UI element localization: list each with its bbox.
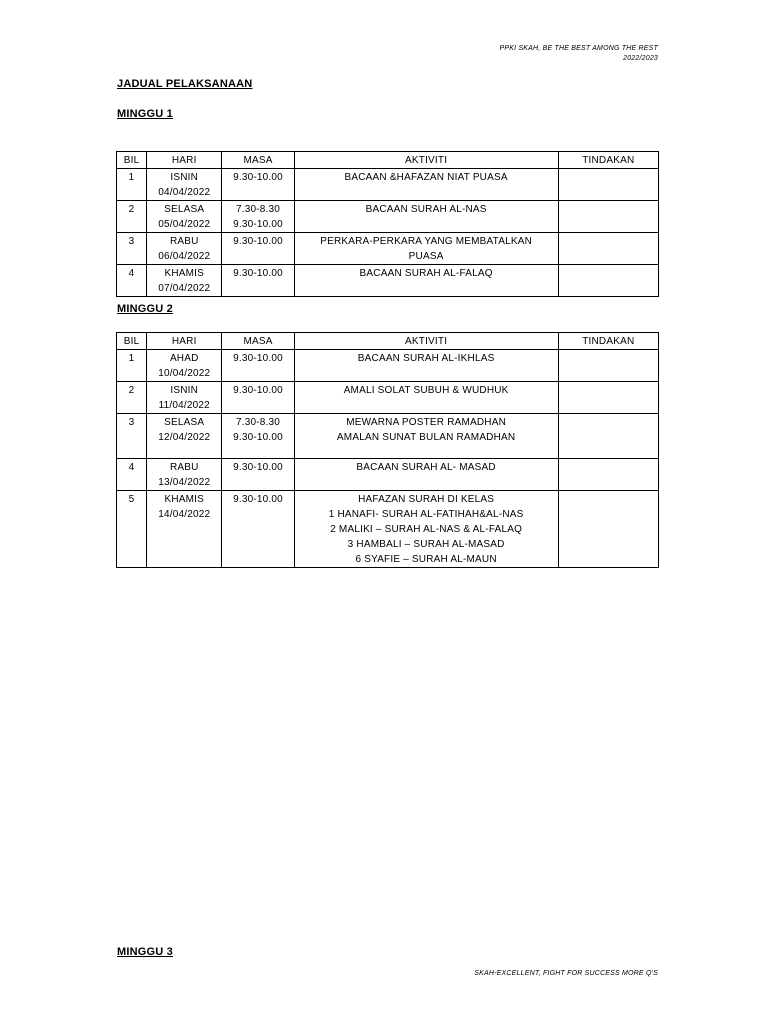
table-row	[117, 491, 659, 568]
table-row	[117, 459, 659, 491]
cell-aktiviti	[294, 350, 558, 382]
hari-line: 10/04/2022	[158, 368, 211, 379]
cell-aktiviti	[294, 233, 558, 265]
column-header-aktiviti: AKTIVITI	[294, 333, 558, 350]
cell-hari	[147, 350, 222, 382]
cell-hari	[147, 382, 222, 414]
week-3-heading: MINGGU 3	[117, 946, 173, 958]
cell-tindakan	[558, 491, 658, 568]
cell-hari	[147, 201, 222, 233]
hari-line: 04/04/2022	[158, 187, 211, 198]
cell-bil: 3	[117, 233, 147, 265]
table-row	[117, 233, 659, 265]
aktiviti-line: 1 HANAFI- SURAH AL-FATIHAH&AL-NAS	[328, 509, 524, 520]
masa-line: 9.30-10.00	[233, 494, 283, 505]
hari-line: KHAMIS	[164, 494, 205, 505]
week-1-heading: MINGGU 1	[117, 108, 173, 120]
column-header-masa: MASA	[222, 333, 294, 350]
cell-tindakan	[558, 350, 658, 382]
cell-masa	[222, 233, 294, 265]
cell-masa	[222, 414, 294, 459]
masa-line: 9.30-10.00	[233, 268, 283, 279]
cell-bil: 1	[117, 350, 147, 382]
cell-masa	[222, 382, 294, 414]
cell-aktiviti	[294, 414, 558, 459]
cell-bil: 2	[117, 382, 147, 414]
aktiviti-line: PERKARA-PERKARA YANG MEMBATALKAN	[320, 236, 533, 247]
aktiviti-line: BACAAN SURAH AL-IKHLAS	[357, 353, 495, 364]
column-header-masa: MASA	[222, 152, 294, 169]
cell-tindakan	[558, 169, 658, 201]
cell-hari	[147, 414, 222, 459]
table-row	[117, 201, 659, 233]
cell-aktiviti	[294, 491, 558, 568]
table-row	[117, 414, 659, 459]
aktiviti-line: BACAAN &HAFAZAN NIAT PUASA	[344, 172, 508, 183]
hari-line: 07/04/2022	[158, 283, 211, 294]
week-2-body	[117, 350, 659, 568]
page-header-motto	[500, 44, 658, 64]
table-header-row	[117, 152, 659, 169]
hari-line: 05/04/2022	[158, 219, 211, 230]
masa-line: 9.30-10.00	[233, 432, 283, 443]
cell-masa	[222, 459, 294, 491]
hari-line: AHAD	[169, 353, 199, 364]
hari-line: ISNIN	[170, 172, 199, 183]
cell-hari	[147, 169, 222, 201]
hari-line: KHAMIS	[164, 268, 205, 279]
table-header-row	[117, 333, 659, 350]
cell-tindakan	[558, 414, 658, 459]
masa-line: 9.30-10.00	[233, 172, 283, 183]
hari-line: ISNIN	[170, 385, 199, 396]
column-header-bil: BIL	[117, 333, 147, 350]
cell-aktiviti	[294, 459, 558, 491]
cell-tindakan	[558, 265, 658, 297]
aktiviti-line: 6 SYAFIE – SURAH AL-MAUN	[355, 554, 497, 565]
column-header-tindakan: TINDAKAN	[558, 333, 658, 350]
cell-aktiviti	[294, 265, 558, 297]
cell-bil: 5	[117, 491, 147, 568]
cell-masa	[222, 265, 294, 297]
hari-line: RABU	[169, 462, 199, 473]
week-1-body	[117, 169, 659, 297]
cell-masa	[222, 350, 294, 382]
aktiviti-line: AMALI SOLAT SUBUH & WUDHUK	[343, 385, 509, 396]
masa-line: 9.30-10.00	[233, 462, 283, 473]
aktiviti-line: BACAAN SURAH AL-FALAQ	[359, 268, 493, 279]
document-title: JADUAL PELAKSANAAN	[117, 78, 253, 90]
cell-tindakan	[558, 201, 658, 233]
cell-hari	[147, 459, 222, 491]
cell-bil: 4	[117, 265, 147, 297]
masa-line: 7.30-8.30	[235, 417, 281, 428]
aktiviti-line: PUASA	[408, 251, 444, 262]
cell-masa	[222, 491, 294, 568]
aktiviti-line: MEWARNA POSTER RAMADHAN	[346, 417, 507, 428]
header-year-line: 2022/2023	[623, 55, 658, 62]
cell-bil: 3	[117, 414, 147, 459]
cell-hari	[147, 233, 222, 265]
cell-bil: 1	[117, 169, 147, 201]
page-footer-motto: SKAH-EXCELLENT, FIGHT FOR SUCCESS MORE Q'S	[474, 970, 658, 977]
table-row	[117, 350, 659, 382]
cell-hari	[147, 491, 222, 568]
hari-line: 12/04/2022	[158, 432, 211, 443]
table-row	[117, 169, 659, 201]
masa-line: 9.30-10.00	[233, 385, 283, 396]
column-header-bil: BIL	[117, 152, 147, 169]
cell-aktiviti	[294, 201, 558, 233]
hari-line: 14/04/2022	[158, 509, 211, 520]
aktiviti-line: BACAAN SURAH AL- MASAD	[356, 462, 496, 473]
hari-line: 11/04/2022	[158, 400, 210, 411]
week-2-table	[116, 332, 659, 568]
masa-line: 9.30-10.00	[233, 236, 283, 247]
cell-tindakan	[558, 382, 658, 414]
table-row	[117, 382, 659, 414]
hari-line: RABU	[169, 236, 199, 247]
hari-line: 13/04/2022	[158, 477, 211, 488]
masa-line: 9.30-10.00	[233, 219, 283, 230]
column-header-hari: HARI	[147, 333, 222, 350]
week-2-heading: MINGGU 2	[117, 303, 173, 315]
column-header-tindakan: TINDAKAN	[558, 152, 658, 169]
aktiviti-line: 3 HAMBALI – SURAH AL-MASAD	[347, 539, 505, 550]
cell-tindakan	[558, 459, 658, 491]
cell-bil: 4	[117, 459, 147, 491]
aktiviti-line: HAFAZAN SURAH DI KELAS	[358, 494, 495, 505]
cell-masa	[222, 169, 294, 201]
column-header-aktiviti: AKTIVITI	[294, 152, 558, 169]
column-header-hari: HARI	[147, 152, 222, 169]
masa-line: 9.30-10.00	[233, 353, 283, 364]
cell-tindakan	[558, 233, 658, 265]
hari-line: SELASA	[164, 417, 205, 428]
cell-hari	[147, 265, 222, 297]
week-1-table	[116, 151, 659, 297]
header-motto-line: PPKI SKAH, BE THE BEST AMONG THE REST	[499, 45, 658, 52]
cell-bil: 2	[117, 201, 147, 233]
aktiviti-line: 2 MALIKI – SURAH AL-NAS & AL-FALAQ	[330, 524, 523, 535]
table-row	[117, 265, 659, 297]
aktiviti-line: BACAAN SURAH AL-NAS	[365, 204, 487, 215]
cell-aktiviti	[294, 169, 558, 201]
cell-aktiviti	[294, 382, 558, 414]
hari-line: 06/04/2022	[158, 251, 211, 262]
cell-masa	[222, 201, 294, 233]
hari-line: SELASA	[164, 204, 205, 215]
masa-line: 7.30-8.30	[235, 204, 281, 215]
aktiviti-line: AMALAN SUNAT BULAN RAMADHAN	[336, 432, 516, 443]
